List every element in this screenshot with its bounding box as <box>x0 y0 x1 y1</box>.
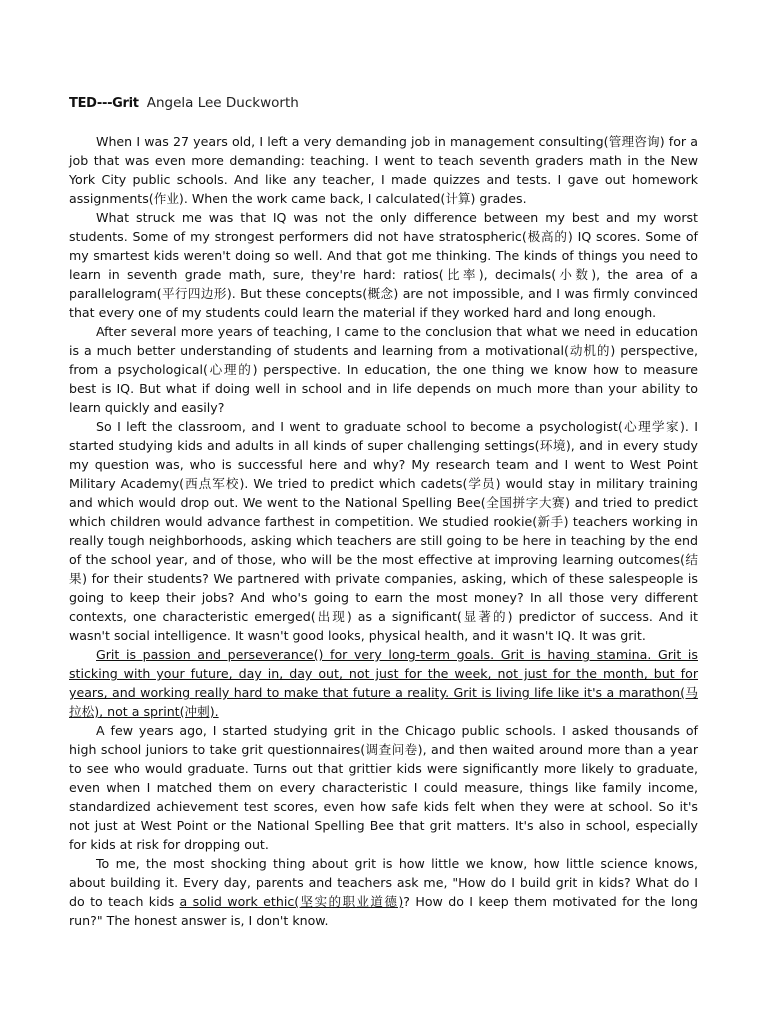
paragraph-7 <box>69 854 698 930</box>
paragraph-6: A few years ago, I started studying grit in the Chicago public schools. I asked thousands of high school juniors to take grit questionnaires(调查问卷), and then waited around more than a year to see who would graduate. Turns out that grittier kids were significantly more likely to graduate, even when I matched them on every characteristic I could measure, things like family income, standardized achievement test scores, even how safe kids felt when they were at school. So it's not just at West Point or the National Spelling Bee that grit matters. It's also in school, especially for kids at risk for dropping out. <box>69 723 698 852</box>
paragraph-3: After several more years of teaching, I came to the conclusion that what we need in education is a much better understanding of students and learning from a motivational(动机的) perspective, from a psychological(心理的) perspective. In education, the one thing we know how to measure best is IQ. But what if doing well in school and in life depends on much more than your ability to learn quickly and easily? <box>69 324 698 415</box>
paragraph-2: What struck me was that IQ was not the only difference between my best and my worst students. Some of my strongest performers did not have stratospheric(极高的) IQ scores. Some of my smartest kids weren't doing so well. And that got me thinking. The kinds of things you need to learn in seventh grade math, sure, they're hard: ratios(比率), decimals(小数), the area of a parallelogram(平行四边形). But these concepts(概念) are not impossible, and I was firmly convinced that every one of my students could learn the material if they worked hard and long enough. <box>69 210 698 320</box>
paragraph-7-after: ? How do I keep them motivated for the long run?" The honest answer is, I don't know. <box>69 894 699 928</box>
paragraph-4: So I left the classroom, and I went to graduate school to become a psychologist(心理学家). I started studying kids and adults in all kinds of super challenging settings(环境), and in every study my question was, who is successful here and why? My research team and I went to West Point Military Academy(西点军校). We tried to predict which cadets(学员) would stay in military training and which would drop out. We went to the National Spelling Bee(全国拼字大赛) and tried to predict which children would advance farthest in competition. We studied rookie(新手) teachers working in really tough neighborhoods, asking which teachers are still going to be here in teaching by the end of the school year, and of those, who will be the most effective at improving learning outcomes(结果) for their students? We partnered with private companies, asking, which of these salespeople is going to keep their jobs? And who's going to earn the most money? In all those very different contexts, one characteristic emerged(出现) as a significant(显著的) predictor of success. And it wasn't social intelligence. It wasn't good looks, physical health, and it wasn't IQ. It was grit. <box>69 419 698 643</box>
paragraph-5-underlined: Grit is passion and perseverance() for very long-term goals. Grit is having stamina. Grit is sticking with your future, day in, day out, not just for the week, not just for the month, but for years, and working really hard to make that future a reality. Grit is living life like it's a marathon(马拉松), not a sprint(冲刺). <box>69 647 698 719</box>
paragraph-1: When I was 27 years old, I left a very demanding job in management consulting(管理咨询) for a job that was even more demanding: teaching. I went to teach seventh graders math in the New York City public schools. And like any teacher, I made quizzes and tests. I gave out homework assignments(作业). When the work came back, I calculated(计算) grades. <box>69 134 698 206</box>
document-header <box>69 93 698 114</box>
document-page <box>69 93 698 930</box>
paragraph-7-before: To me, the most shocking thing about grit is how little we know, how little science knows, about building it. Every day, parents and teachers ask me, "How do I build grit in kids? What do I do to teach kids <box>69 856 698 909</box>
document-author: Angela Lee Duckworth <box>146 95 299 111</box>
document-title: TED---Grit <box>69 96 139 111</box>
paragraph-7-underlined-phrase: a solid work ethic(坚实的职业道德) <box>179 894 404 909</box>
